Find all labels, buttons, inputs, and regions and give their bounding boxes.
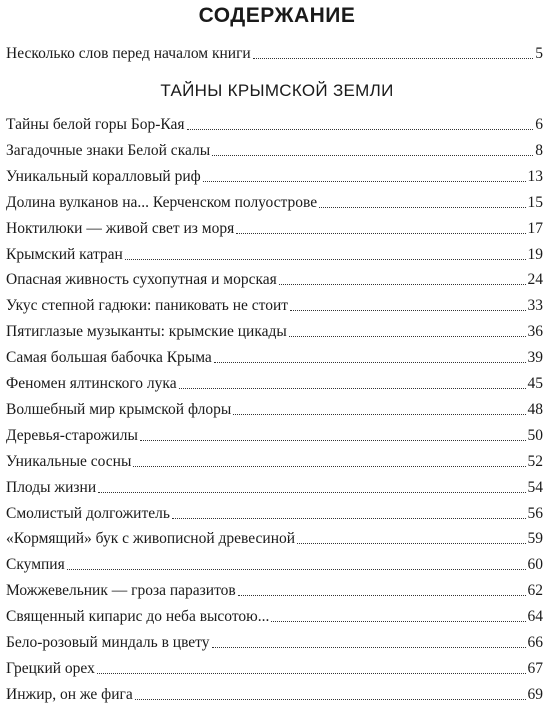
toc-entry[interactable] [6,553,543,575]
toc-entry[interactable] [6,139,543,161]
toc-entry-page: 33 [527,297,543,315]
toc-entry-page: 67 [527,659,543,677]
toc-entry-page: 52 [527,452,543,470]
toc-entry-page: 69 [527,685,543,703]
toc-entry[interactable] [6,191,543,213]
toc-entry-intro[interactable] [6,42,543,64]
toc-entry-title: Можжевельник — гроза паразитов [6,582,236,600]
toc-entry[interactable] [6,165,543,187]
dot-leader [187,129,534,130]
dot-leader [297,543,525,544]
dot-leader [133,466,525,467]
toc-entry-title: Волшебный мир крымской флоры [6,400,232,418]
toc-entry-title: Загадочные знаки Белой скалы [6,141,211,159]
toc-entry-page: 17 [527,219,543,237]
toc-entry-page: 54 [527,478,543,496]
toc-entry-page: 56 [527,504,543,522]
toc-entry-title: Опасная живность сухопутная и морская [6,271,277,289]
toc-entry-title: Бело-розовый миндаль в цвету [6,634,210,651]
dot-leader [279,284,526,285]
toc-entry-title: Деревья-старожилы [6,426,138,444]
toc-entry-page: 59 [527,530,543,548]
toc-entry-page: 5 [535,45,543,62]
toc-entry[interactable] [6,579,543,601]
toc-entry[interactable] [6,605,543,627]
toc-entry-title: Священный кипарис до неба высотою... [6,608,270,626]
toc-entry-page: 64 [527,608,543,626]
dot-leader [271,621,525,622]
dot-leader [238,595,526,596]
dot-leader [290,310,525,311]
dot-leader [98,492,525,493]
toc-entry[interactable] [6,631,543,653]
dot-leader [97,673,526,674]
dot-leader [135,699,526,700]
dot-leader [203,181,526,182]
toc-entry-page: 66 [527,634,543,651]
toc-entry-page: 8 [535,141,543,159]
dot-leader [172,518,526,519]
dot-leader [212,155,533,156]
dot-leader [67,569,526,570]
toc-entry-page: 19 [527,245,543,263]
toc-entry[interactable] [6,502,543,524]
toc-entry[interactable] [6,476,543,498]
toc-entry[interactable] [6,346,543,368]
toc-entry-title: Крымский катран [6,245,123,263]
dot-leader [319,207,525,208]
toc-entry[interactable] [6,217,543,239]
dot-leader [236,233,525,234]
toc-entry-title: «Кормящий» бук с живописной древесиной [6,530,296,548]
toc-entry[interactable] [6,268,543,290]
dot-leader [125,259,526,260]
toc-entry-title: Укус степной гадюки: паниковать не стоит [6,297,289,315]
section-heading: ТАЙНЫ КРЫМСКОЙ ЗЕМЛИ [160,81,394,100]
toc-entry-page: 39 [527,349,543,367]
toc-entry-page: 6 [535,116,543,133]
toc-entry-page: 50 [527,426,543,444]
dot-leader [140,440,526,441]
toc-entry-title: Скумпия [6,556,65,574]
toc-entry[interactable] [6,113,543,135]
dot-leader [214,362,526,363]
toc-entry-title: Долина вулканов на... Керченском полуострове [6,193,318,211]
dot-leader [179,388,526,389]
toc-entry-title: Плоды жизни [6,478,97,496]
toc-entry-page: 48 [527,400,543,418]
toc-entry-title: Инжир, он же фига [6,685,133,703]
toc-entry-title: Тайны белой горы Бор-Кая [6,116,185,133]
toc-entry-page: 45 [527,375,543,392]
toc-entry[interactable] [6,450,543,472]
page-title: СОДЕРЖАНИЕ [198,4,356,27]
toc-entry[interactable] [6,527,543,549]
toc-entry-page: 62 [527,582,543,600]
toc-entry[interactable] [6,398,543,420]
toc-entry[interactable] [6,683,543,705]
toc-entry-title: Уникальные сосны [6,452,132,470]
toc-entry-page: 24 [527,271,543,289]
toc-entry[interactable] [6,424,543,446]
toc-entry[interactable] [6,657,543,679]
toc-entry-title: Грецкий орех [6,659,95,677]
toc-entry[interactable] [6,372,543,394]
toc-entry-page: 13 [527,167,543,185]
toc-entry[interactable] [6,294,543,316]
toc-entry-title: Самая большая бабочка Крыма [6,349,212,367]
toc-entry-title: Уникальный коралловый риф [6,167,201,185]
dot-leader [212,647,526,648]
dot-leader [253,58,534,59]
toc-entry-title: Феномен ялтинского лука [6,375,177,392]
toc-entry-page: 15 [527,193,543,211]
toc-entry[interactable] [6,320,543,342]
toc-entry-page: 36 [527,323,543,341]
toc-entry-title: Несколько слов перед началом книги [6,45,251,62]
toc-entry-title: Пятиглазые музыканты: крымские цикады [6,323,287,341]
toc-entry[interactable] [6,243,543,265]
dot-leader [233,414,525,415]
dot-leader [289,336,526,337]
toc-entry-title: Смолистый долгожитель [6,504,170,522]
toc-entry-page: 60 [527,556,543,574]
toc-entry-title: Ноктилюки — живой свет из моря [6,219,235,237]
